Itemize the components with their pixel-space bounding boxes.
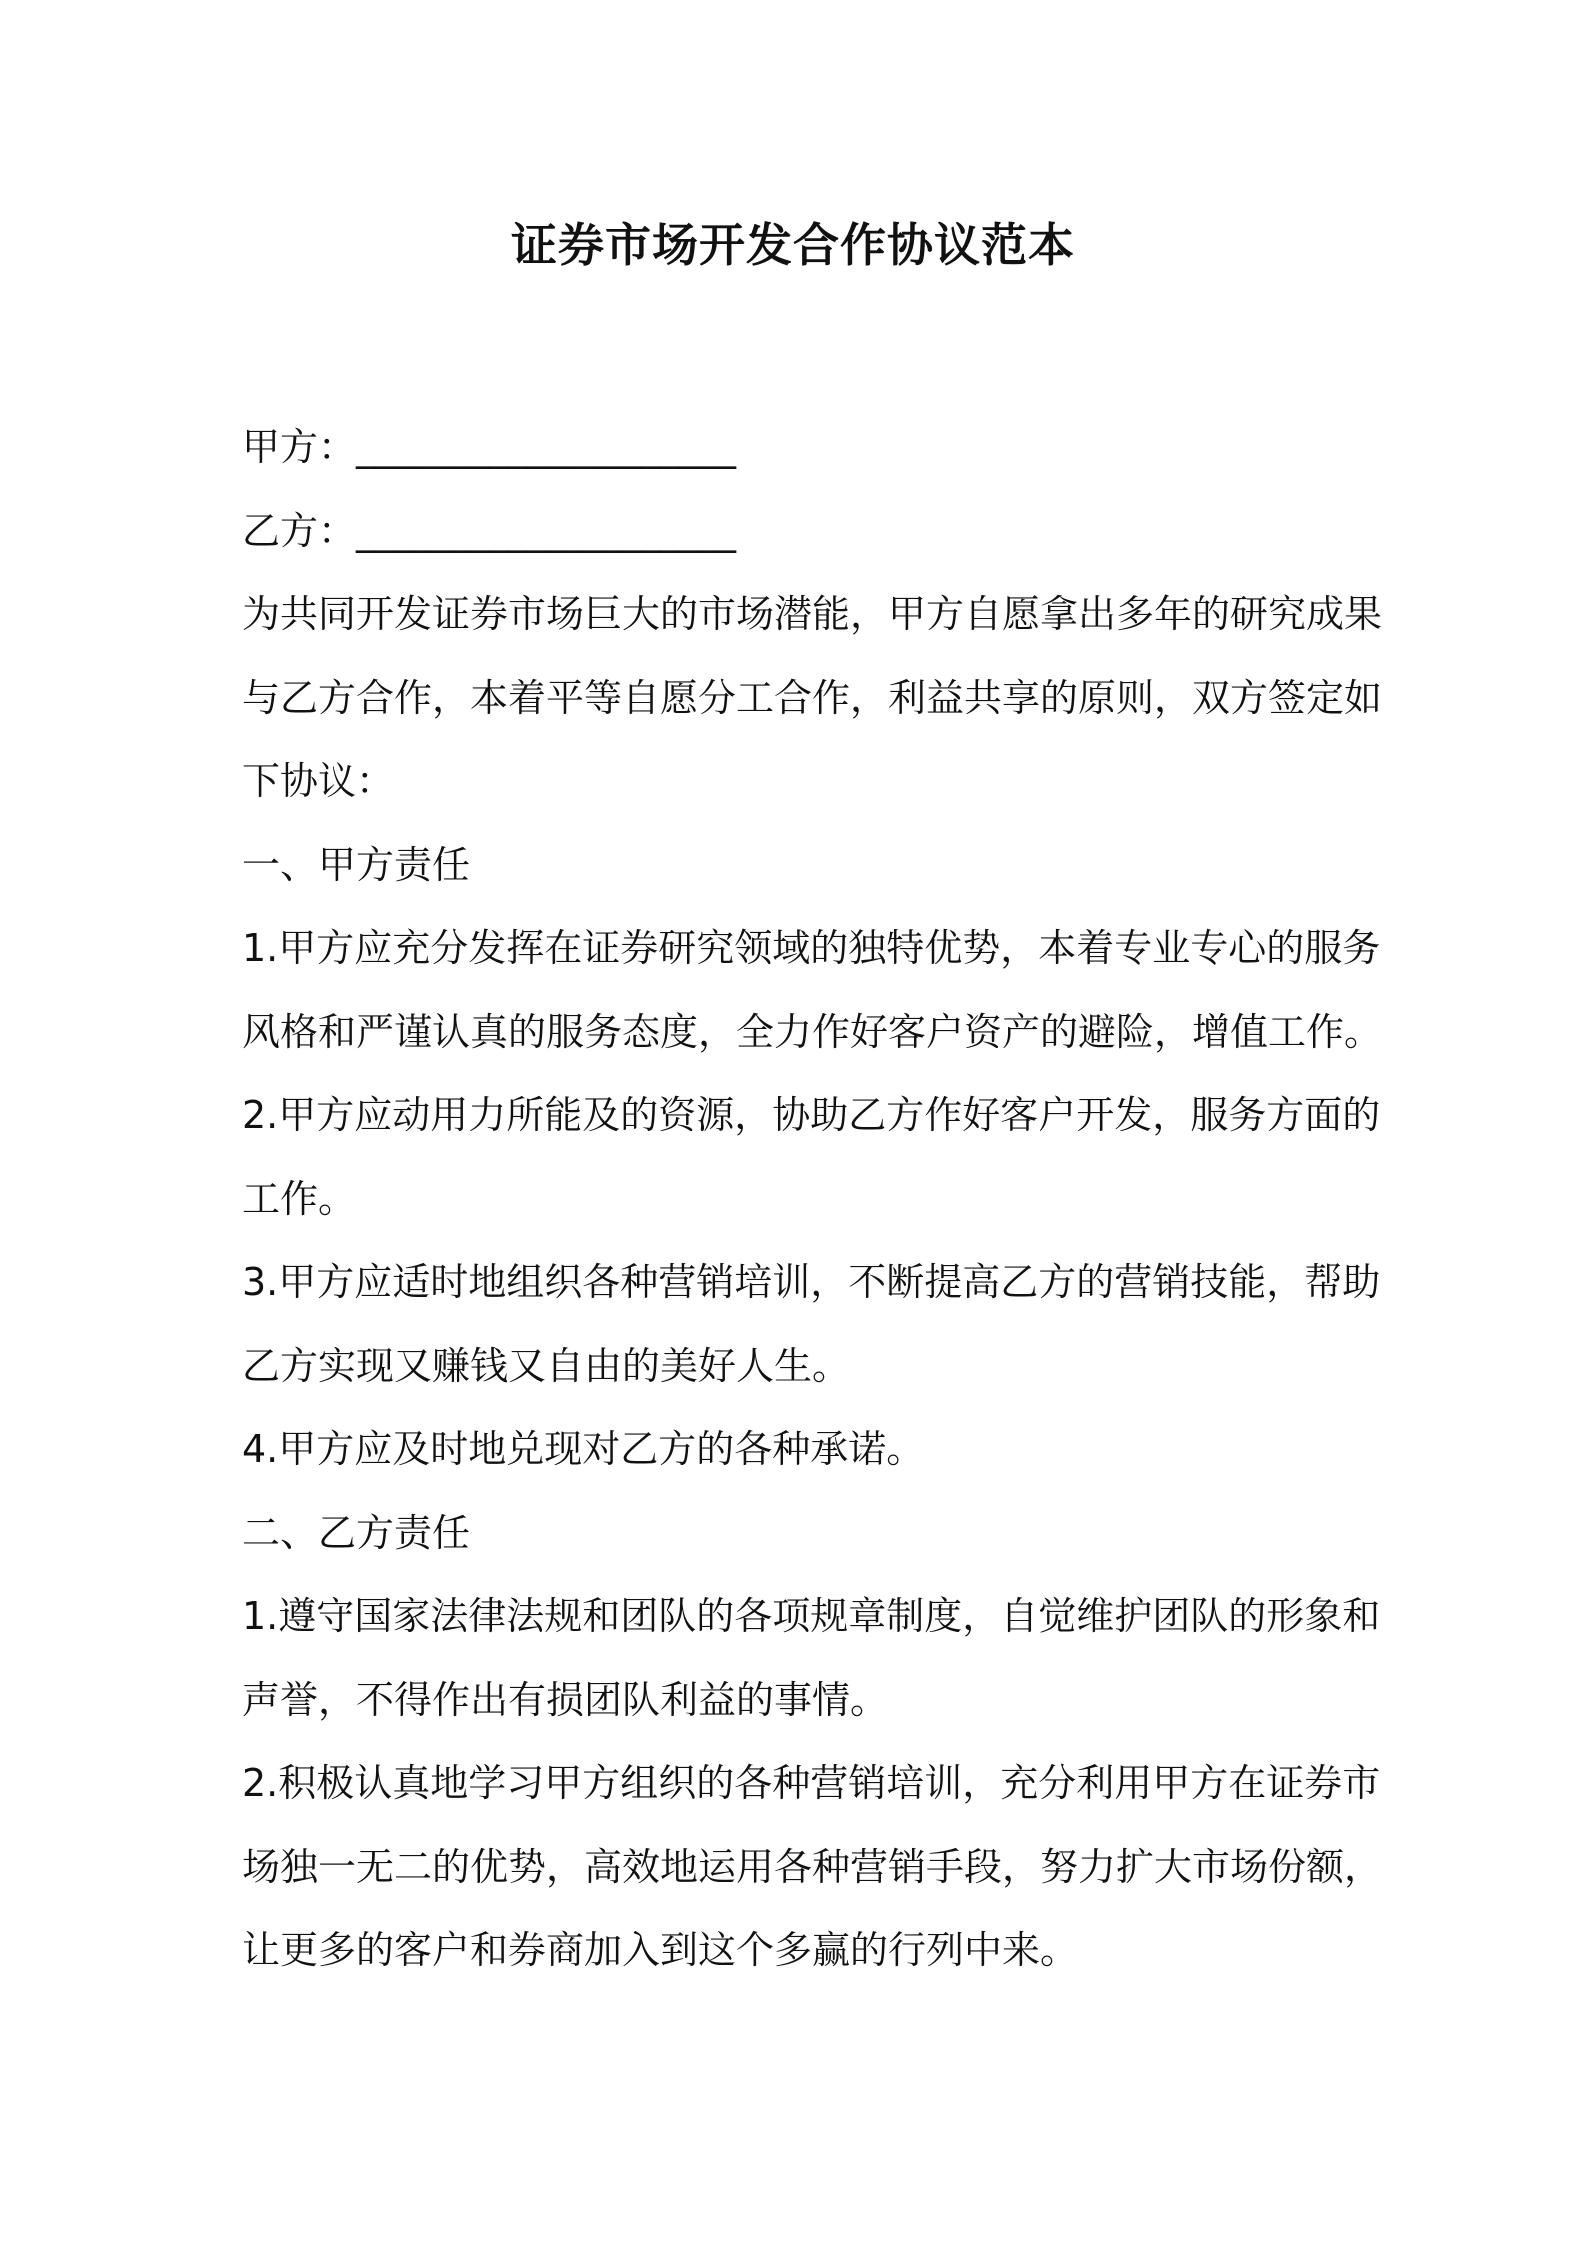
intro-line: 为共同开发证券市场巨大的市场潜能，甲方自愿拿出多年的研究成果: [242, 592, 1383, 636]
section-a-line: 工作。: [242, 1176, 357, 1221]
section-b-line: 2.积极认真地学习甲方组织的各种营销培训，充分利用甲方在证券市: [242, 1761, 1381, 1805]
section-b-line: 让更多的客户和券商加入到这个多赢的行列中来。: [242, 1928, 1079, 1972]
party-b-label: 乙方：: [242, 508, 357, 553]
section-a-line: 乙方实现又赚钱又自由的美好人生。: [242, 1343, 851, 1388]
section-a-heading: 一、甲方责任: [242, 842, 471, 887]
party-a-blank: ____________________: [356, 425, 737, 469]
section-b-line: 1.遵守国家法律法规和团队的各项规章制度，自觉维护团队的形象和: [242, 1594, 1381, 1638]
document-title: 证券市场开发合作协议范本: [511, 218, 1075, 272]
section-a-line: 1.甲方应充分发挥在证券研究领域的独特优势，本着专业专心的服务: [242, 926, 1381, 970]
section-a-line: 2.甲方应动用力所能及的资源，协助乙方作好客户开发，服务方面的: [242, 1093, 1381, 1137]
section-a-line: 风格和严谨认真的服务态度，全力作好客户资产的避险，增值工作。: [242, 1009, 1383, 1054]
party-b-blank: ____________________: [356, 508, 737, 553]
intro-line: 与乙方合作，本着平等自愿分工合作，利益共享的原则，双方签定如: [242, 675, 1383, 720]
section-b-line: 声誉，不得作出有损团队利益的事情。: [242, 1677, 889, 1722]
section-b-heading: 二、乙方责任: [242, 1510, 471, 1555]
document-body: [242, 406, 1383, 1993]
intro-line: 下协议：: [242, 759, 395, 803]
section-a-line: 4.甲方应及时地兑现对乙方的各种承诺。: [242, 1427, 925, 1471]
party-b-line: [242, 490, 1362, 574]
party-a-label: 甲方：: [242, 425, 357, 469]
section-a-line: 3.甲方应适时地组织各种营销培训，不断提高乙方的营销技能，帮助: [242, 1260, 1381, 1304]
party-a-line: [242, 406, 1362, 490]
section-b-line: 场独一无二的优势，高效地运用各种营销手段，努力扩大市场份额，: [242, 1844, 1383, 1889]
